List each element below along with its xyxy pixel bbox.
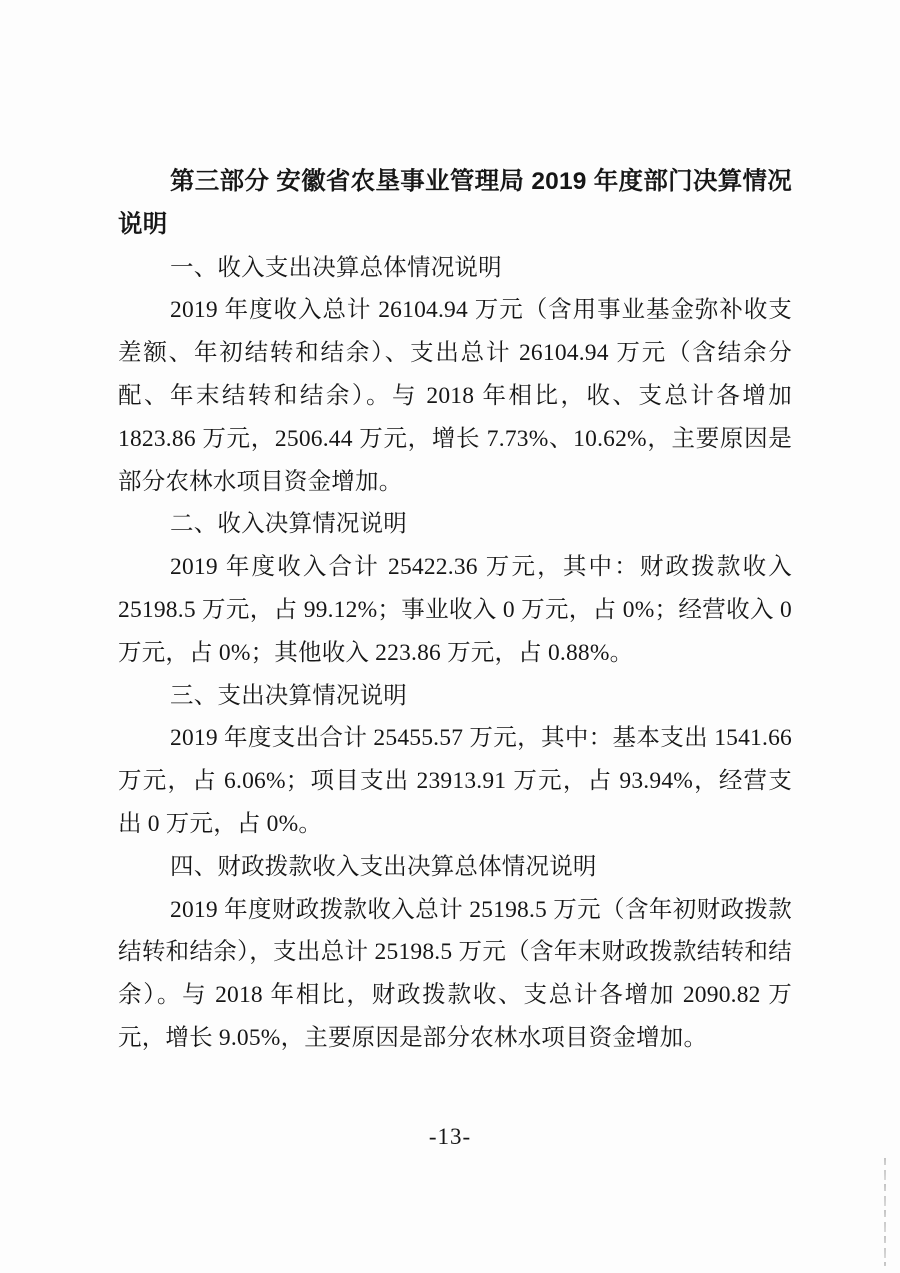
document-title: 第三部分 安徽省农垦事业管理局 2019 年度部门决算情况说明 [118, 168, 792, 238]
section-heading-fiscal-appropriation-overview: 四、财政拨款收入支出决算总体情况说明 [170, 853, 597, 880]
section-paragraph-income-expenditure-overview: 2019 年度收入总计 26104.94 万元（含用事业基金弥补收支差额、年初结转和结余）、支出总计 26104.94 万元（含结余分配、年末结转和结余）。与 2018 年相比，收、支总计各增加 1823.86 万元，2506.44 万元，增长 7.73%、10.62%，主要原因是部分农林水项目资金增加。 [118, 297, 792, 495]
section-paragraph-income-details: 2019 年度收入合计 25422.36 万元，其中：财政拨款收入 25198.5 万元，占 99.12%；事业收入 0 万元，占 0%；经营收入 0 万元，占 0%；其他收入 223.86 万元，占 0.88%。 [118, 554, 792, 666]
section-heading-expenditure-details: 三、支出决算情况说明 [170, 682, 407, 709]
scan-edge-artifact [884, 1158, 886, 1266]
document-body [118, 161, 792, 1060]
section-paragraph-fiscal-appropriation-overview: 2019 年度财政拨款收入总计 25198.5 万元（含年初财政拨款结转和结余），支出总计 25198.5 万元（含年末财政拨款结转和结余）。与 2018 年相比，财政拨款收、支总计各增加 2090.82 万元，增长 9.05%，主要原因是部分农林水项目资金增加。 [118, 896, 792, 1051]
section-heading-income-expenditure-overview: 一、收入支出决算总体情况说明 [170, 254, 502, 281]
section-heading-income-details: 二、收入决算情况说明 [170, 511, 407, 538]
page-number: -13- [428, 1124, 472, 1149]
section-paragraph-expenditure-details: 2019 年度支出合计 25455.57 万元，其中：基本支出 1541.66 万元，占 6.06%；项目支出 23913.91 万元，占 93.94%，经营支出 0 万元，占 0%。 [118, 725, 792, 837]
